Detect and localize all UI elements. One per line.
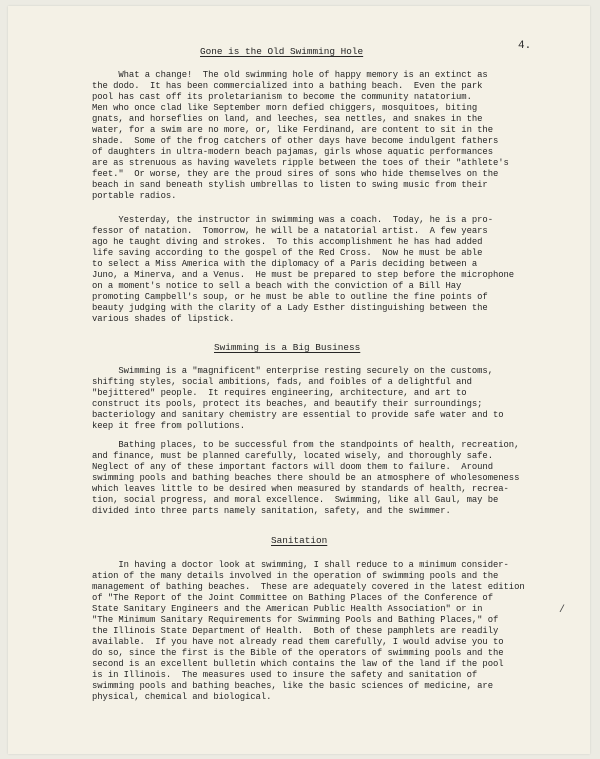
paragraph-bathing-places: Bathing places, to be successful from the standpoints of health, recreation, and finance, must be planned carefully, located wisely, and thoroughly safe. Neglect of any of these important factors will doom them to failure. Around swimming pools and bathing beaches there should be an atmosphere of wholesomeness which leaves little to be desired when measured by standards of health, recrea- tion, social progress, and moral excellence. Swimming, like all Gaul, may be divided into three parts namely sanitation, safety, and the swimmer. <box>92 440 520 516</box>
margin-pencil-mark: / <box>559 605 566 616</box>
paragraph-what-a-change: What a change! The old swimming hole of happy memory is an extinct as the dodo. It has been commercialized into a bathing beach. Even the park pool has cast off its proletarianism to become the community natatorium. Men who once clad like September morn defied chiggers, mosquitoes, biting gnats, and horseflies on land, and leeches, sea nettles, and snakes in the water, for a swim are no more, or, like Ferdinand, are content to sit in the shade. Some of the frog catchers of other days have become indulgent fathers of daughters in ultra-modern beach pajamas, girls whose aquatic performances are as strenuous as having wavelets ripple between the toes of their "athlete's feet." Or worse, they are the proud sires of sons who hide themselves on the beach in sand beneath stylish umbrellas to listen to swing music from their portable radios. <box>92 70 509 201</box>
paragraph-doctor-look-at-swimming: In having a doctor look at swimming, I shall reduce to a minimum consider- ation of the many details involved in the operation of swimming pools and the management of bathing beaches. These are adequately covered in the latest edition of "The Report of the Joint Committee on Bathing Places of the Conference of State Sanitary Engineers and the American Public Health Association" or in "The Minimum Sanitary Requirements for Swimming Pools and Bathing Places," of the Illinois State Department of Health. Both of these pamphlets are readily available. If you have not already read them carefully, I would advise you to do so, since the first is the Bible of the operators of swimming pools and the second is an excellent bulletin which contains the law of the land if the pool is in Illinois. The measures used to insure the safety and sanitation of swimming pools and bathing beaches, like the basic sciences of medicine, are physical, chemical and biological. <box>92 560 525 702</box>
section-heading-big-business: Swimming is a Big Business <box>214 342 361 353</box>
document-page <box>8 6 590 754</box>
paragraph-instructor-in-swimming: Yesterday, the instructor in swimming was a coach. Today, he is a pro- fessor of natation. Tomorrow, he will be a natatorial artist. A few years ago he taught diving and strokes. To this accomplishment he has had added life saving according to the gospel of the Red Cross. Now he must be able to select a Miss America with the diplomacy of a Paris deciding between a Juno, a Minerva, and a Venus. He must be prepared to step before the microphone on a moment's notice to sell a beach with the conviction of a Bill Hay promoting Campbell's soup, or he must be able to outline the fine points of beauty judging with the clarity of a Lady Esther distinguishing between the various shades of lipstick. <box>92 215 515 324</box>
section-heading-sanitation: Sanitation <box>271 535 328 546</box>
paragraph-magnificent-enterprise: Swimming is a "magnificent" enterprise resting securely on the customs, shifting styles, social ambitions, fads, and foibles of a delightful and "bejittered" people. It requires engineering, architecture, and art to construct its pools, protect its beaches, and beautify their surroundings; bacteriology and sanitary chemistry are essential to provide safe water and to keep it free from pollutions. <box>92 366 504 431</box>
page-number: 4. <box>518 40 532 52</box>
section-heading-old-swimming-hole: Gone is the Old Swimming Hole <box>200 46 364 57</box>
